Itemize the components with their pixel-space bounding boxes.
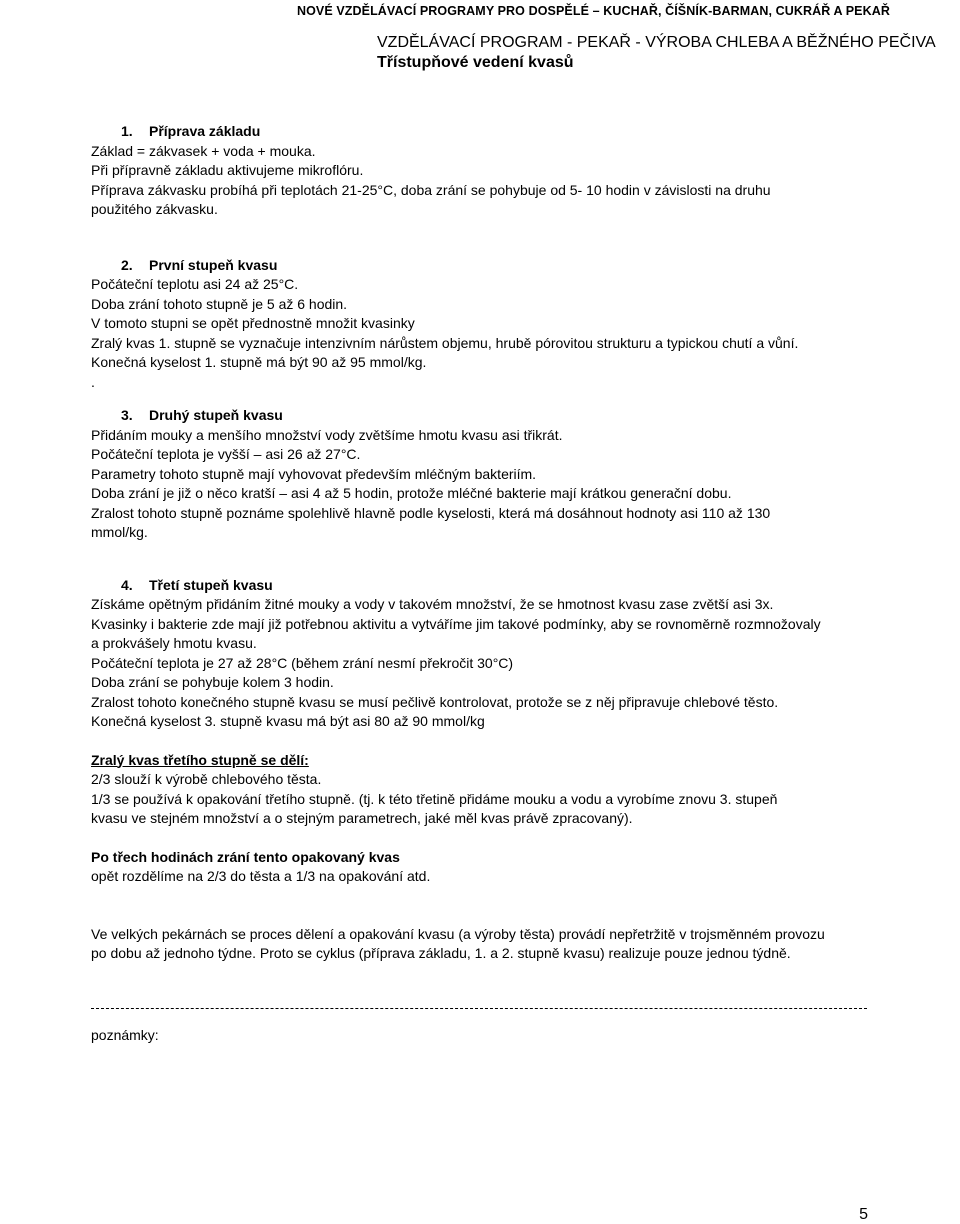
paragraph-line: Při přípravně základu aktivujeme mikroflóru. — [91, 162, 364, 178]
paragraph-line: Zralý kvas 1. stupně se vyznačuje intenzivním nárůstem objemu, hrubě pórovitou strukturu a typickou chutí a vůní. — [91, 334, 799, 351]
paragraph-line: Doba zrání je již o něco kratší – asi 4 až 5 hodin, protože mléčné bakterie mají krátkou generační dobu. — [91, 485, 732, 501]
document-body — [91, 122, 891, 964]
dashed-separator — [91, 1008, 867, 1009]
section-title: Příprava základu — [149, 123, 261, 139]
section-heading — [91, 406, 891, 426]
section-heading — [91, 122, 891, 142]
paragraph-line: Konečná kyselost 3. stupně kvasu má být asi 80 až 90 mmol/kg — [91, 713, 485, 729]
section-heading — [91, 256, 891, 276]
paragraph-line: Doba zrání tohoto stupně je 5 až 6 hodin. — [91, 295, 348, 312]
paragraph-line: Zralost tohoto stupně poznáme spolehlivě hlavně podle kyselosti, která má dosáhnout hodnoty asi 110 až 130 — [91, 504, 771, 521]
paragraph-line: kvasu ve stejném množství a o stejným parametrech, jaké měl kvas právě zpracovaný). — [91, 810, 633, 826]
paragraph-line: po dobu až jednoho týdne. Proto se cyklus (příprava základu, 1. a 2. stupně kvasu) realizuje pouze jednou týdně. — [91, 945, 791, 961]
paragraph-line: 1/3 se používá k opakování třetího stupně. (tj. k této třetině přidáme mouku a vodu a vyrobíme znovu 3. stupeň — [91, 790, 778, 807]
paragraph-line: a prokvášely hmotu kvasu. — [91, 635, 257, 651]
section-number: 4. — [121, 576, 133, 593]
paragraph-line: Doba zrání se pohybuje kolem 3 hodin. — [91, 674, 334, 690]
section-number: 2. — [121, 256, 133, 273]
paragraph-line: použitého zákvasku. — [91, 201, 218, 217]
section-number: 3. — [121, 407, 133, 423]
section-title: Třetí stupeň kvasu — [149, 576, 273, 593]
paragraph-line: Základ = zákvasek + voda + mouka. — [91, 142, 316, 159]
paragraph-line: . — [91, 373, 95, 390]
section-number: 1. — [121, 123, 133, 139]
paragraph-line: Příprava zákvasku probíhá při teplotách 21-25°C, doba zrání se pohybuje od 5- 10 hodin v závislosti na druhu — [91, 181, 771, 198]
paragraph-line: Ve velkých pekárnách se proces dělení a opakování kvasu (a výroby těsta) provádí nepřetržitě v trojsměnném provozu — [91, 925, 825, 942]
notes-label: poznámky: — [91, 1027, 159, 1043]
top-banner: NOVÉ VZDĚLÁVACÍ PROGRAMY PRO DOSPĚLÉ – KUCHAŘ, ČÍŠNÍK-BARMAN, CUKRÁŘ A PEKAŘ — [296, 4, 890, 18]
paragraph-line: opět rozdělíme na 2/3 do těsta a 1/3 na opakování atd. — [91, 868, 431, 884]
document-title: Třístupňové vedení kvasů — [377, 54, 574, 71]
paragraph-line: Počáteční teplotu asi 24 až 25°C. — [91, 276, 299, 292]
section-title: Druhý stupeň kvasu — [149, 407, 283, 423]
section-title: První stupeň kvasu — [149, 256, 278, 273]
paragraph-line: Počáteční teplota je 27 až 28°C (během zrání nesmí překročit 30°C) — [91, 654, 514, 671]
paragraph-line: 2/3 slouží k výrobě chlebového těsta. — [91, 771, 322, 787]
paragraph-line: Konečná kyselost 1. stupně má být 90 až 95 mmol/kg. — [91, 354, 427, 370]
division-heading: Zralý kvas třetího stupně se dělí: — [91, 751, 309, 768]
paragraph-line: mmol/kg. — [91, 524, 148, 540]
section-heading — [91, 576, 891, 596]
paragraph-line: Zralost tohoto konečného stupně kvasu se musí pečlivě kontrolovat, protože se z něj připravuje chlebové těsto. — [91, 693, 779, 710]
paragraph-line: Přidáním mouky a menšího množství vody zvětšíme hmotu kvasu asi třikrát. — [91, 426, 563, 443]
program-title: VZDĚLÁVACÍ PROGRAM - PEKAŘ - VÝROBA CHLEBA A BĚŽNÉHO PEČIVA — [377, 34, 936, 51]
paragraph-line: V tomoto stupni se opět přednostně množit kvasinky — [91, 315, 415, 331]
repeat-heading: Po třech hodinách zrání tento opakovaný kvas — [91, 848, 400, 865]
paragraph-line: Parametry tohoto stupně mají vyhovovat především mléčným bakteriím. — [91, 465, 537, 482]
paragraph-line: Počáteční teplota je vyšší – asi 26 až 27°C. — [91, 446, 361, 462]
paragraph-line: Získáme opětným přidáním žitné mouky a vody v takovém množství, že se hmotnost kvasu zase zvětší asi 3x. — [91, 596, 774, 612]
page-number: 5 — [859, 1206, 868, 1223]
paragraph-line: Kvasinky i bakterie zde mají již potřebnou aktivitu a vytváříme jim takové podmínky, aby se rovnoměrně rozmnožovaly — [91, 615, 821, 632]
